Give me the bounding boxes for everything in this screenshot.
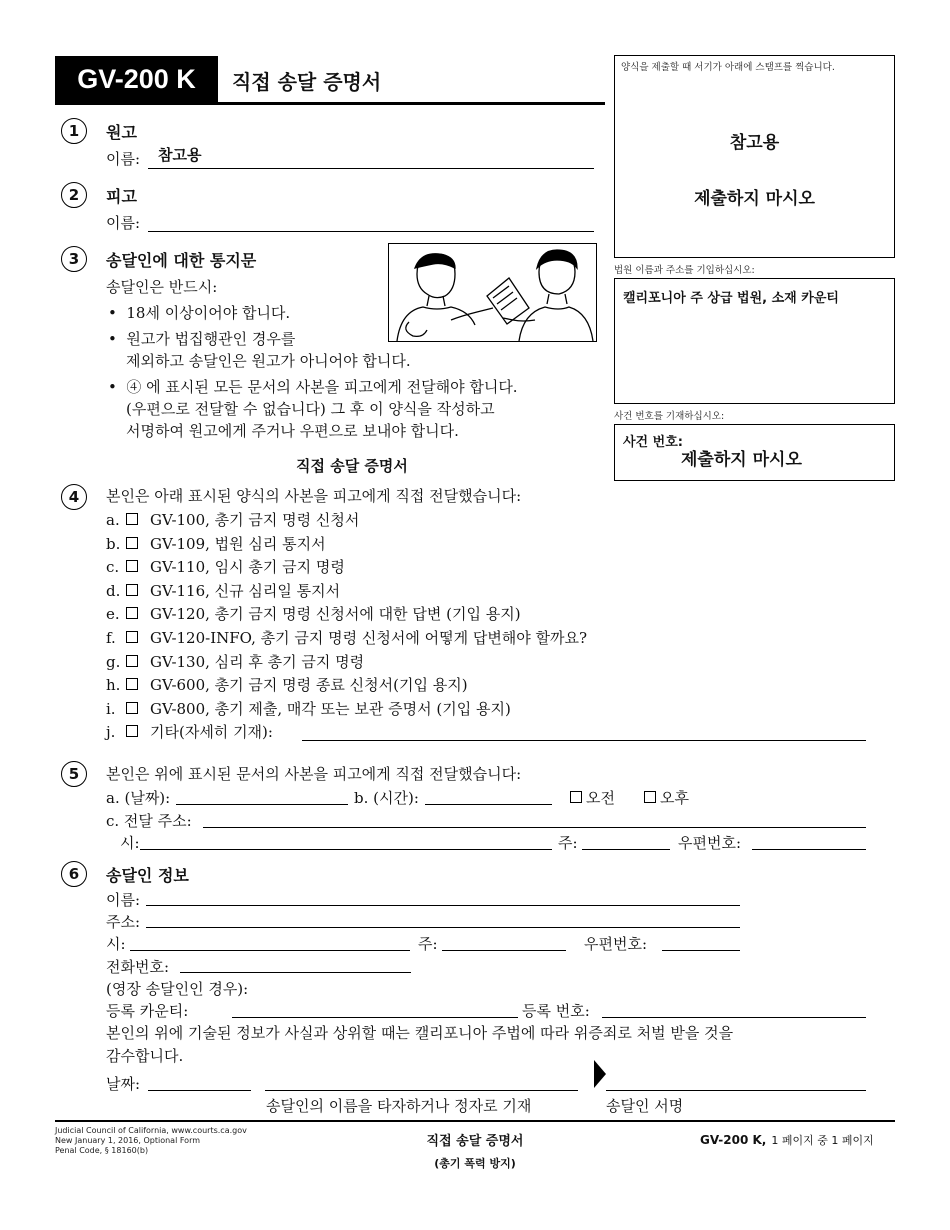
section-3-heading: 송달인에 대한 통지문 — [106, 251, 257, 270]
print-name-field[interactable] — [265, 1090, 578, 1091]
footer-page-number: 1 페이지 중 1 페이지 — [771, 1134, 874, 1147]
case-box-note: 사건 번호를 기재하십시오: — [614, 411, 725, 422]
service-date-field[interactable] — [176, 804, 348, 805]
registered-server-note: (영장 송달인인 경우): — [106, 980, 249, 998]
document-item-checkbox[interactable] — [126, 560, 138, 572]
document-item[interactable] — [106, 627, 587, 648]
signature-field[interactable] — [606, 1090, 866, 1091]
document-item-letter: j. — [106, 723, 116, 742]
document-item[interactable] — [106, 556, 345, 577]
document-item-letter: e. — [106, 605, 120, 624]
section-1-heading: 원고 — [106, 123, 137, 142]
document-item[interactable] — [106, 533, 326, 554]
footer-title: 직접 송달 증명서 — [426, 1134, 524, 1149]
server-name-label: 이름: — [106, 891, 141, 909]
page-title: 직접 송달 증명서 — [232, 70, 382, 94]
document-item-letter: i. — [106, 699, 116, 718]
section-2-number: 2 — [61, 182, 87, 208]
document-item[interactable] — [106, 698, 511, 719]
document-item-checkbox[interactable] — [126, 537, 138, 549]
case-number-value: 제출하지 마시오 — [681, 450, 802, 470]
court-name-field[interactable] — [614, 278, 895, 404]
bullet-1: • 18세 이상이어야 합니다. — [108, 304, 291, 322]
document-item-checkbox[interactable] — [126, 655, 138, 667]
document-item-label: 기타(자세히 기재): — [150, 723, 273, 742]
server-state-label: 주: — [418, 935, 438, 953]
document-item-checkbox[interactable] — [126, 678, 138, 690]
service-date-label: a. (날짜): — [106, 789, 171, 807]
server-name-field[interactable] — [146, 905, 740, 906]
sign-here-arrow-icon — [594, 1060, 606, 1088]
registration-county-label: 등록 카운티: — [106, 1002, 189, 1020]
plaintiff-name-field[interactable] — [148, 168, 594, 169]
footer-rule — [55, 1120, 895, 1122]
document-item-checkbox[interactable] — [126, 702, 138, 714]
perjury-declaration-cont: 감수합니다. — [106, 1047, 184, 1065]
defendant-name-label: 이름: — [106, 214, 141, 232]
do-not-file-label: 제출하지 마시오 — [694, 189, 815, 209]
document-item-checkbox[interactable] — [126, 584, 138, 596]
registration-number-label: 등록 번호: — [522, 1002, 590, 1020]
document-item-label: GV-120-INFO, 총기 금지 명령 신청서에 어떻게 답변해야 할까요? — [150, 629, 588, 647]
section-5-intro: 본인은 위에 표시된 문서의 사본을 피고에게 직접 전달했습니다: — [106, 765, 522, 783]
document-item-checkbox[interactable] — [126, 513, 138, 525]
service-zip-field[interactable] — [752, 849, 866, 850]
footer-form-number: GV-200 K, — [700, 1133, 767, 1147]
signature-caption: 송달인 서명 — [606, 1097, 684, 1115]
server-address-label: 주소: — [106, 913, 141, 931]
case-number-label: 사건 번호: — [623, 435, 683, 450]
bullet-3-cont1: (우편으로 전달할 수 없습니다) 그 후 이 양식을 작성하고 — [126, 400, 495, 418]
footer-revision: New January 1, 2016, Optional Form — [55, 1136, 201, 1145]
footer-subtitle: (총기 폭력 방지) — [434, 1157, 516, 1170]
section-3-subtitle: 직접 송달 증명서 — [296, 457, 408, 475]
reference-only-label: 참고용 — [729, 133, 780, 153]
document-item-label: GV-120, 총기 금지 명령 신청서에 대한 답변 (기입 용지) — [150, 605, 521, 624]
server-phone-label: 전화번호: — [106, 958, 170, 976]
document-item-letter: a. — [106, 511, 120, 529]
section-1-number: 1 — [61, 118, 87, 144]
document-item[interactable] — [106, 603, 521, 624]
server-state-field[interactable] — [442, 950, 566, 951]
service-state-label: 주: — [558, 834, 578, 852]
form-number-badge: GV-200 K — [55, 56, 218, 102]
print-name-caption: 송달인의 이름을 타자하거나 정자로 기재 — [266, 1097, 532, 1115]
service-state-field[interactable] — [582, 849, 670, 850]
server-requirements-intro: 송달인은 반드시: — [106, 278, 218, 296]
service-address-field[interactable] — [203, 827, 866, 828]
section-5-number: 5 — [61, 761, 87, 787]
bullet-1-text: 18세 이상이어야 합니다. — [126, 304, 291, 322]
bullet-2-text: 원고가 법집행관인 경우를 — [126, 330, 296, 348]
document-item[interactable] — [106, 651, 364, 672]
section-6-heading: 송달인 정보 — [106, 866, 189, 885]
service-zip-label: 우편번호: — [678, 834, 742, 852]
document-item-letter: d. — [106, 581, 121, 600]
court-box-note: 법원 이름과 주소를 기입하십시오: — [614, 265, 755, 276]
footer-left — [55, 1126, 247, 1156]
document-item-letter: f. — [106, 629, 116, 647]
am-checkbox[interactable] — [570, 791, 582, 803]
other-document-field[interactable] — [302, 740, 866, 741]
document-item-checkbox[interactable] — [126, 607, 138, 619]
document-item[interactable] — [106, 580, 340, 601]
clerk-stamp-box — [614, 55, 895, 258]
server-address-field[interactable] — [146, 927, 740, 928]
registration-number-field[interactable] — [602, 1017, 866, 1018]
document-item-label: GV-800, 총기 제출, 매각 또는 보관 증명서 (기입 용지) — [150, 699, 511, 718]
serving-papers-illustration-icon — [389, 244, 596, 341]
footer-code: Penal Code, § 18160(b) — [55, 1146, 149, 1155]
signature-date-field[interactable] — [148, 1090, 251, 1091]
am-option[interactable] — [568, 787, 615, 808]
defendant-name-field[interactable] — [148, 231, 594, 232]
document-item-letter: c. — [106, 558, 120, 577]
section-4-number: 4 — [61, 484, 87, 510]
section-6-number: 6 — [61, 861, 87, 887]
server-phone-field[interactable] — [180, 972, 411, 973]
pm-checkbox[interactable] — [644, 791, 656, 803]
server-illustration — [388, 243, 597, 342]
bullet-3: • ④ 에 표시된 모든 문서의 사본을 피고에게 전달해야 합니다. — [108, 378, 518, 396]
am-label: 오전 — [586, 789, 615, 807]
server-zip-label: 우편번호: — [584, 935, 648, 953]
document-item-checkbox[interactable] — [126, 725, 138, 737]
header-rule — [55, 102, 605, 105]
plaintiff-name-value: 참고용 — [158, 146, 202, 164]
court-name-value: 캘리포니아 주 상급 법원, 소재 카운티 — [623, 291, 839, 306]
document-item-letter: g. — [106, 652, 121, 671]
server-zip-field[interactable] — [662, 950, 740, 951]
registration-county-field[interactable] — [232, 1017, 518, 1018]
document-item-label: GV-110, 임시 총기 금지 명령 — [150, 558, 345, 577]
bullet-3-text: ④ 에 표시된 모든 문서의 사본을 피고에게 전달해야 합니다. — [126, 378, 518, 396]
bullet-2-cont: 제외하고 송달인은 원고가 아니어야 합니다. — [126, 352, 411, 370]
service-time-field[interactable] — [425, 804, 552, 805]
document-item[interactable] — [106, 674, 468, 695]
document-item-letter: b. — [106, 534, 121, 553]
bullet-3-cont2: 서명하여 원고에게 주거나 우편으로 보내야 합니다. — [126, 422, 459, 440]
case-number-field[interactable] — [614, 424, 895, 481]
document-item-label: GV-116, 신규 심리일 통지서 — [150, 581, 341, 600]
document-item[interactable] — [106, 721, 273, 742]
section-4-intro: 본인은 아래 표시된 양식의 사본을 피고에게 직접 전달했습니다: — [106, 487, 522, 505]
document-item-label: GV-100, 총기 금지 명령 신청서 — [150, 511, 360, 529]
server-city-label: 시: — [106, 935, 126, 953]
section-3-number: 3 — [61, 246, 87, 272]
server-city-field[interactable] — [130, 950, 410, 951]
document-item-label: GV-130, 심리 후 총기 금지 명령 — [150, 652, 365, 671]
service-address-label: c. 전달 주소: — [106, 812, 192, 830]
pm-label: 오후 — [660, 789, 689, 807]
service-time-label: b. (시간): — [354, 789, 419, 807]
clerk-stamp-note: 양식을 제출할 때 서기가 아래에 스탬프를 찍습니다. — [621, 62, 835, 73]
footer-council: Judicial Council of California, www.courts.ca.gov — [55, 1126, 247, 1135]
pm-option[interactable] — [642, 787, 689, 808]
document-item-letter: h. — [106, 676, 121, 695]
signature-date-label: 날짜: — [106, 1075, 141, 1093]
section-2-heading: 피고 — [106, 187, 137, 206]
service-city-label: 시: — [120, 834, 140, 852]
perjury-declaration: 본인의 위에 기술된 정보가 사실과 상위할 때는 캘리포니아 주법에 따라 위증죄로 처벌 받을 것을 — [106, 1024, 734, 1042]
service-city-field[interactable] — [140, 849, 552, 850]
plaintiff-name-label: 이름: — [106, 150, 141, 168]
footer-page-info — [700, 1129, 874, 1148]
document-item-label: GV-109, 법원 심리 통지서 — [150, 534, 326, 553]
bullet-2: • 원고가 법집행관인 경우를 — [108, 330, 296, 348]
document-item[interactable] — [106, 509, 359, 530]
document-item-label: GV-600, 총기 금지 명령 종료 신청서(기입 용지) — [150, 676, 468, 695]
document-item-checkbox[interactable] — [126, 631, 138, 643]
